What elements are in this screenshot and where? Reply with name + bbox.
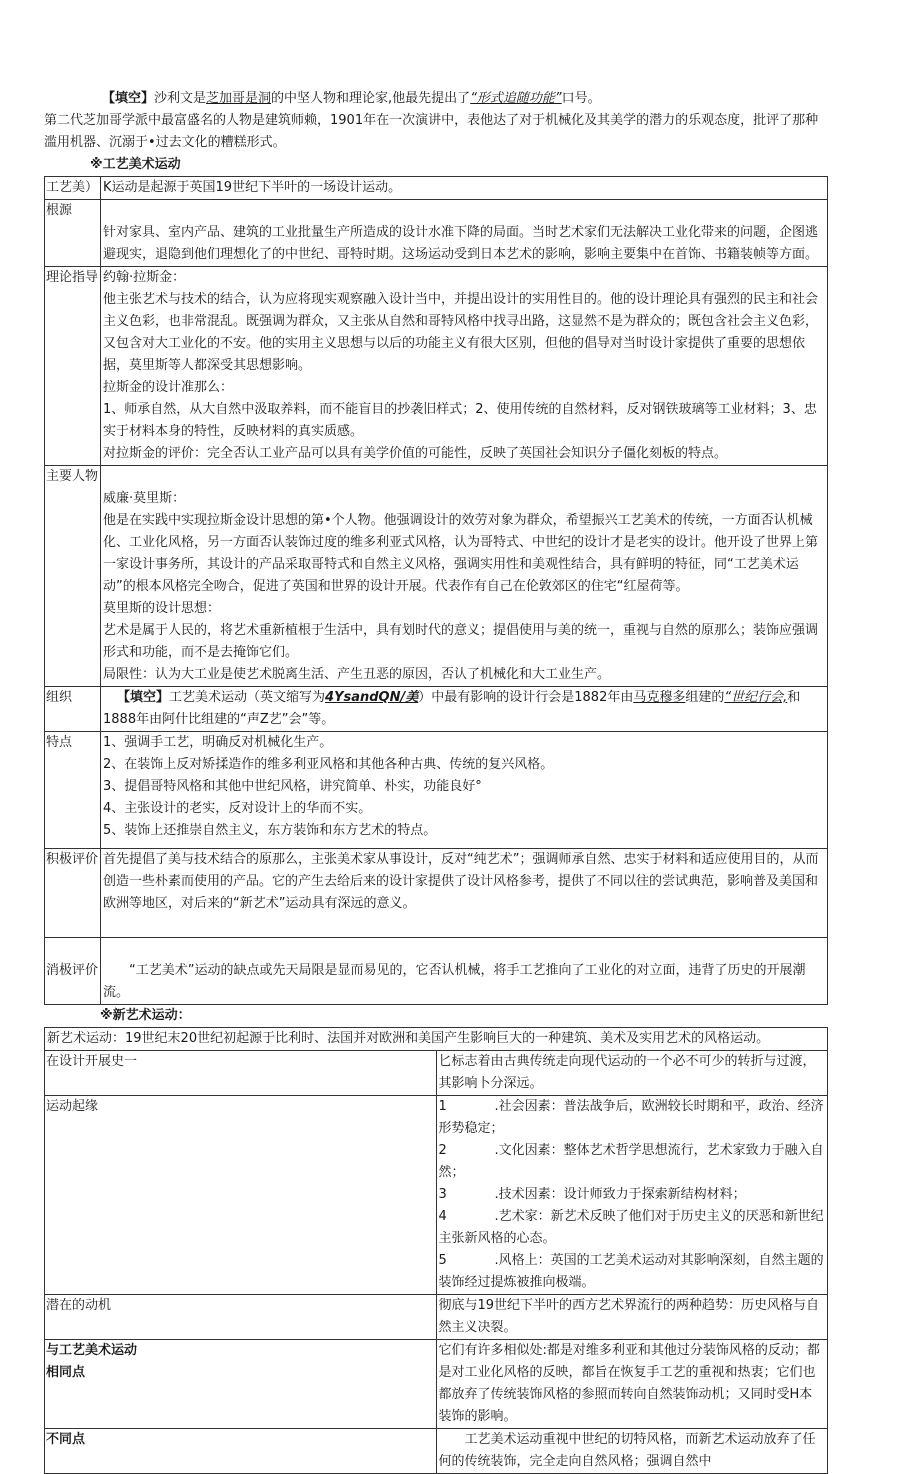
row-content [101, 849, 828, 938]
fill-blank-tag: 【填空】 [117, 690, 170, 705]
row-content: 彻底与19世纪下半叶的西方艺术界流行的两种趋势：历史风格与自然主义决裂。 [436, 1295, 828, 1340]
intro-text: 沙利文是 [154, 91, 207, 106]
row-content: 它们有许多相似处:都是对维多利亚和其他过分装饰风格的反动；都是对工业化风格的反映，都旨在恢复手工艺的重视和热衷；它们也都放弃了传统装饰风格的参照而转向自然装饰动机；又同时受H本装饰的影响。 [436, 1340, 828, 1429]
list-item: 4、主张设计的老实，反对设计上的华而不实。 [103, 801, 372, 816]
table-row [45, 687, 828, 732]
row-label: 不同点 [45, 1429, 437, 1474]
row-line: 莫里斯的设计思想： [103, 601, 221, 616]
list-item: 2、在装饰上反对矫揉造作的维多利亚风格和其他各种古典、传统的复兴风格。 [103, 757, 554, 772]
table-row [45, 200, 828, 267]
row-line: 1、师承自然，从大自然中汲取养料，而不能盲目的抄袭旧样式；2、使用传统的自然材料，反对钢铁玻璃等工业材料；3、忠实于材料本身的特性，反映材料的真实质感。 [103, 402, 817, 439]
row-text: 工艺美术运动重视中世纪的切特风格，而新艺术运动放弃了任何的传统装饰，完全走向自然风格；强调自然中 [438, 1432, 816, 1469]
row-content [101, 267, 828, 466]
row-text: 组建的 [685, 690, 725, 705]
row-content [101, 938, 828, 1005]
section-heading-arts-crafts: ※工艺美术运动 [90, 157, 181, 172]
intro-text: 口号。 [561, 91, 601, 106]
table-row [45, 938, 828, 1005]
underlined-term: 马克穆多 [633, 690, 686, 705]
cause-number: 1 [438, 1099, 447, 1114]
table-row [45, 177, 828, 200]
table-row [45, 732, 828, 849]
row-content [101, 466, 828, 687]
row-text: 针对家具、室内产品、建筑的工业批量生产所造成的设计水准下降的局面。当时艺术家们无法解决工业化带来的问题，企图逃避现实，退隐到他们理想化了的中世纪、哥特时期。这场运动受到日本艺术的影响，影响主要集中在首饰、书籍装帧等方面。 [103, 225, 819, 262]
cause-text: .文化因素：整体艺术哲学思想流行，艺术家致力于融入自然； [438, 1143, 824, 1180]
row-label: 潜在的动机 [45, 1295, 437, 1340]
row-content [101, 732, 828, 849]
cause-number: 4 [438, 1209, 447, 1224]
list-item: 3、提倡哥特风格和其他中世纪风格，讲究简单、朴实，功能良好° [103, 779, 482, 794]
row-line: 约翰·拉斯金： [103, 270, 186, 285]
table-row [45, 466, 828, 687]
row-content [436, 1429, 828, 1474]
intro-paragraph-1 [44, 88, 828, 110]
table-row [45, 1429, 828, 1474]
table-row [45, 1295, 828, 1340]
row-content: 新艺术运动：19世纪末20世纪初起源于比利时、法国并对欧洲和美国产生影响巨大的一种建筑、美术及实用艺术的风格运动。 [45, 1028, 828, 1051]
row-label [45, 938, 101, 1005]
cause-number: 3 [438, 1187, 447, 1202]
row-line: 对拉斯金的评价：完全否认工业产品可以具有美学价值的可能性，反映了英国社会知识分子僵化刻板的特点。 [103, 446, 728, 461]
table-row [45, 1051, 828, 1096]
row-text: 和1888年由阿什比组建的“声Z艺”会”等。 [103, 690, 801, 727]
cause-text: .风格上：英国的工艺美术运动对其影响深刻，自然主题的装饰经过提炼被推向极端。 [438, 1253, 824, 1290]
row-label: 根源 [45, 200, 101, 267]
cause-text: .技术因素：设计师致力于探索新结构材料； [494, 1187, 746, 1202]
cause-item [439, 1250, 826, 1294]
cause-item [439, 1206, 826, 1250]
row-line: 他主张艺术与技术的结合，认为应将现实观察融入设计当中，并提出设计的实用性目的。他的设计理论具有强烈的民主和社会主义色彩，也非常混乱。既强调为群众，又主张从自然和哥特风格中找寻出路，这显然不是为群众的；既包含社会主义色彩，又包含对大工业化的不安。他的实用主义思想与以后的功能主义有很大区别，但他的倡导对当时设计家提供了重要的思想依据，莫里斯等人都深受其思想影响。 [103, 292, 819, 373]
cause-item [439, 1096, 826, 1140]
row-line: 局限性：认为大工业是使艺术脱离生活、产生丑恶的原因，否认了机械化和大工业生产。 [103, 667, 611, 682]
cause-item [439, 1140, 826, 1184]
table-row [45, 267, 828, 466]
cause-text: .社会因素：普法战争后，欧洲较长时期和平，政治、经济形势稳定； [438, 1099, 824, 1136]
arts-crafts-table [44, 176, 828, 1005]
cause-item [439, 1184, 826, 1206]
row-label: 特点 [45, 732, 101, 849]
art-nouveau-table [44, 1027, 828, 1474]
row-label [45, 1340, 437, 1429]
cause-number: 5 [438, 1253, 447, 1268]
underlined-term: 芝加哥是洞 [206, 91, 272, 106]
row-label-text: 消极评价 [46, 963, 99, 978]
row-line: 拉斯金的设计准那么： [103, 380, 234, 395]
row-label: 理论指导 [45, 267, 101, 466]
list-item: 5、装饰上还推崇自然主义，东方装饰和东方艺术的特点。 [103, 823, 437, 838]
row-label-text: 相同点 [46, 1365, 86, 1380]
slogan-quote: “形式追随功能” [470, 91, 562, 106]
row-label: 主要人物 [45, 466, 101, 687]
row-line: 艺术是属于人民的，将艺术重新植根于生活中，具有划时代的意义；提倡使用与美的统一，重视与自然的原那么；装饰应强调形式和功能，而不是去掩饰它们。 [103, 623, 819, 660]
underlined-term: “世纪行会, [724, 690, 788, 705]
table-row [45, 1028, 828, 1051]
table-row [45, 1096, 828, 1295]
row-label: 工艺美） [45, 177, 101, 200]
row-label-text: 与工艺美术运动 [46, 1343, 138, 1358]
row-content: 匕标志着由古典传统走向现代运动的一个必不可少的转折与过渡，其影响卜分深远。 [436, 1051, 828, 1096]
row-content [101, 200, 828, 267]
table-row [45, 849, 828, 938]
row-content [436, 1096, 828, 1295]
row-text: “工艺美术”运动的缺点或先天局限是显而易见的，它否认机械，将手工艺推向了工业化的对立面，违背了历史的开展潮流。 [103, 963, 806, 1000]
list-item: 1、强调手工艺，明确反对机械化生产。 [103, 735, 333, 750]
row-label: 运动起缘 [45, 1096, 437, 1295]
row-label: 组织 [45, 687, 101, 732]
intro-paragraph-2: 第二代芝加哥学派中最富盛名的人物是建筑师赖，1901年在一次演讲中，表他达了对于机械化及其美学的潜力的乐观态度，批评了那种滥用机器、沉溺于•过去文化的糟糕形式。 [44, 113, 819, 150]
row-label: 在设计开展史一 [45, 1051, 437, 1096]
row-line: 威廉·莫里斯： [103, 491, 186, 506]
fill-blank-tag: 【填空】 [102, 91, 155, 106]
underlined-term: 4YsandQN/美 [325, 690, 419, 705]
cause-text: .艺术家：新艺术反映了他们对于历史主义的厌恶和新世纪主张新风格的心态。 [438, 1209, 824, 1246]
row-content [101, 687, 828, 732]
cause-number: 2 [438, 1143, 447, 1158]
row-line: 他是在实践中实现拉斯金设计思想的第•个人物。他强调设计的效劳对象为群众，希望振兴工艺美术的传统，一方面否认机械化、工业化风格，另一方面否认装饰过度的维多利亚式风格，认为哥特式、中世纪的设计才是老实的设计。他开设了世界上第一家设计事务所，其设计的产品采取哥特式和自然主义风格，强调实用性和美观性结合，具有鲜明的特征，同“工艺美术运动”的根本风格完全吻合，促进了英国和世界的设计开展。代表作有自己在伦敦郊区的住宅“红屋荷等。 [103, 513, 819, 594]
document-page [44, 88, 828, 1474]
row-label: 积极评价 [45, 849, 101, 938]
intro-text: 的中坚人物和理论家,他最先提出了 [271, 91, 471, 106]
table-row [45, 1340, 828, 1429]
row-text: ）中最有影响的设计行会是1882年由 [418, 690, 634, 705]
section-heading-art-nouveau: ※新艺术运动： [100, 1008, 191, 1023]
row-content: K运动是起源于英国19世纪下半叶的一场设计运动。 [101, 177, 828, 200]
row-text: 首先提倡了美与技术结合的原那么，主张美术家从事设计，反对“纯艺术”；强调师承自然、忠实于材料和适应使用目的，从而创造一些朴素而使用的产品。它的产生去给后来的设计家提供了设计风格参考，提供了不同以往的尝试典范，影响普及美国和欧洲等地区，对后来的“新艺术”运动具有深远的意义。 [103, 852, 819, 911]
row-text: 工艺美术运动（英文缩写为 [169, 690, 326, 705]
